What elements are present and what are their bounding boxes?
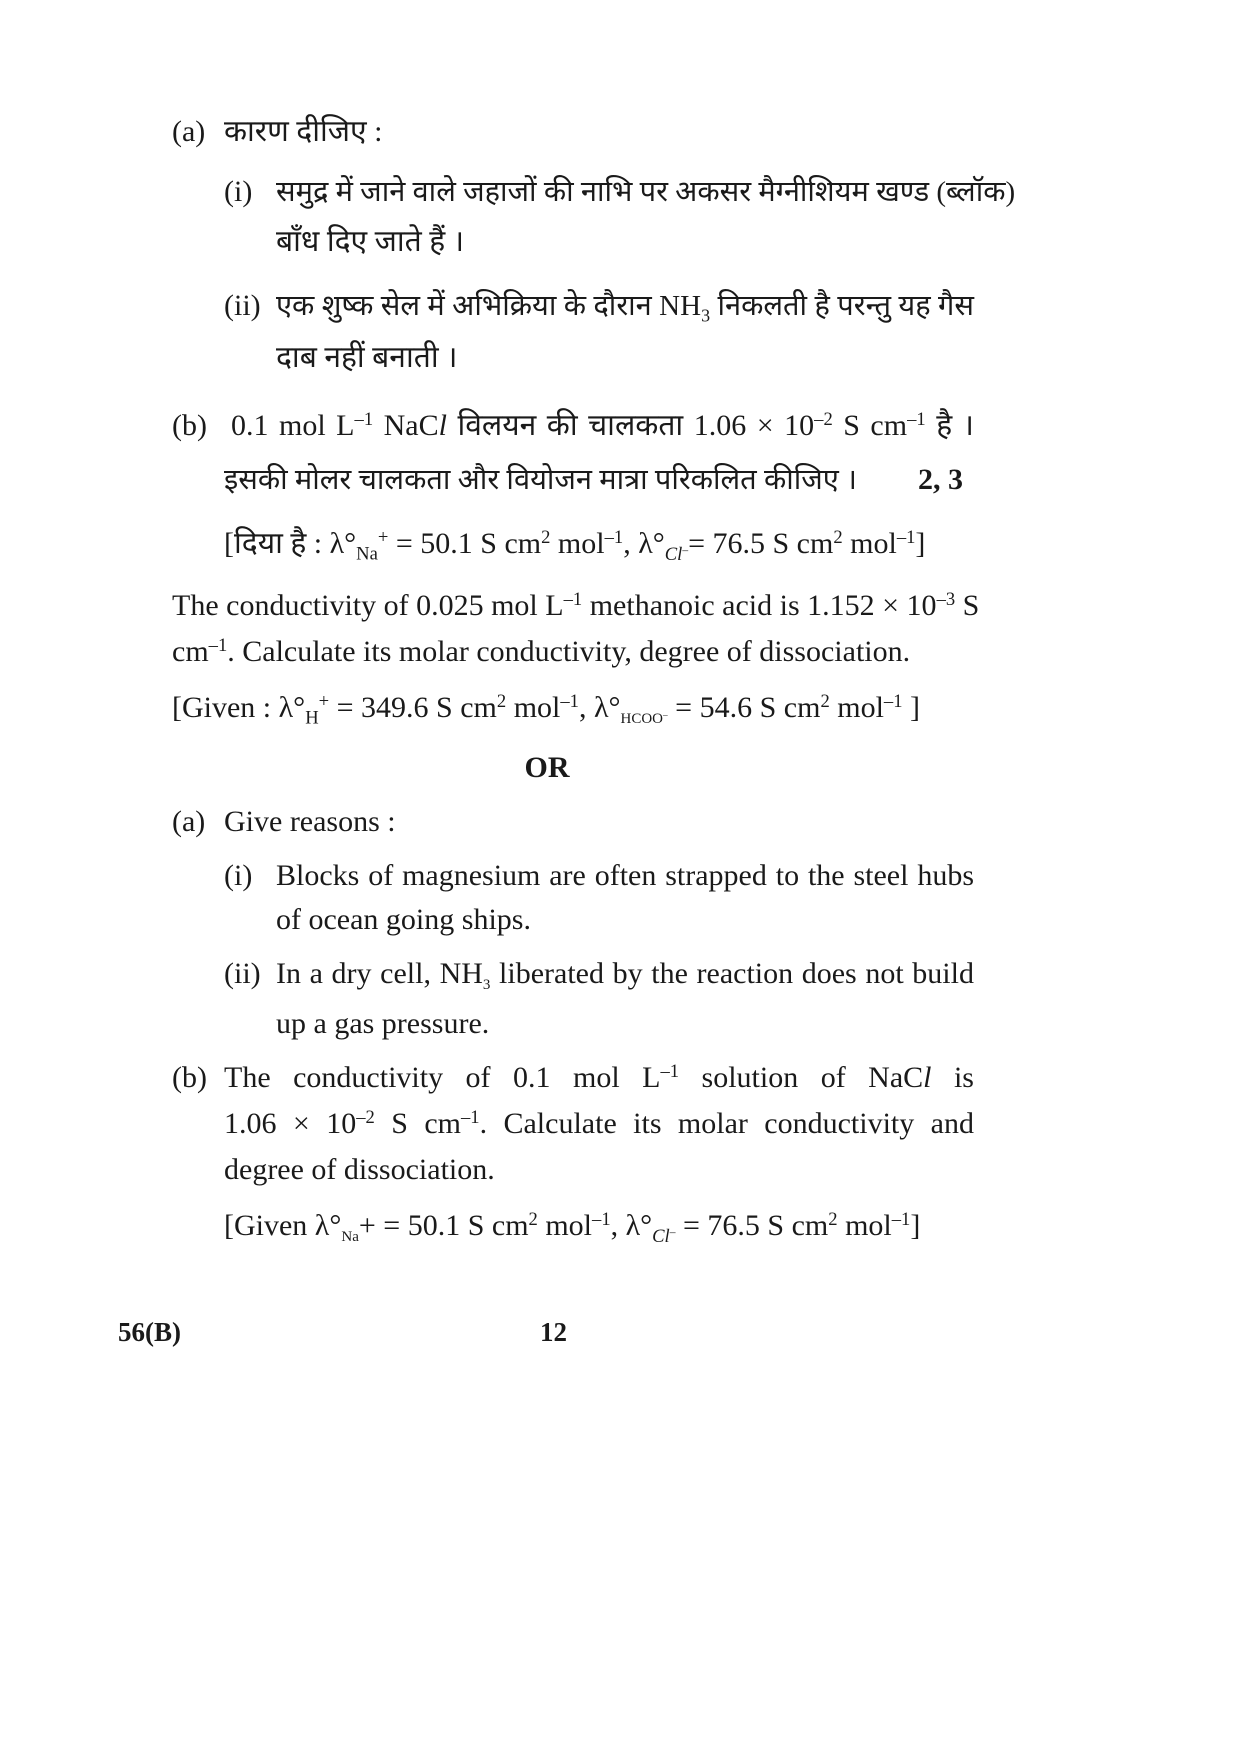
hindi-b-given — [224, 524, 925, 564]
english-b-label: (b) — [172, 1061, 207, 1094]
hindi-given-d: , λ° — [623, 527, 665, 560]
meth-l2-a: cm — [172, 635, 209, 668]
eng-given-e: = 76.5 S cm — [675, 1209, 829, 1242]
english-b-line1 — [224, 1058, 974, 1098]
eng-a-ii-sub: 3 — [482, 977, 491, 993]
meth-given-sup6: –1 — [883, 690, 903, 712]
hindi-a-label: (a) — [172, 115, 206, 148]
hindi-a-heading: कारण दीजिए : — [224, 115, 383, 148]
hindi-a-i-label: (i) — [224, 175, 253, 208]
eng-b-l1-b: solution of NaC — [679, 1061, 924, 1094]
hindi-b-label: (b) — [172, 409, 207, 442]
eng-given-sup1: + — [358, 1209, 376, 1242]
eng-given-g: ] — [910, 1209, 921, 1242]
hindi-b-l1-c: विलयन की चालकता 1.06 × 10 — [446, 409, 815, 442]
hindi-given-sub2-text: Cl — [664, 543, 683, 565]
hindi-a-ii-label: (ii) — [224, 289, 261, 322]
hindi-b-l1-d: S cm — [832, 409, 908, 442]
eng-given-sub2 — [652, 1226, 675, 1247]
eng-b-l2-sup1: –2 — [356, 1106, 375, 1128]
hindi-a-ii-pre: एक शुष्क सेल में अभिक्रिया के दौरान NH — [276, 290, 702, 322]
eng-b-l1-sup: –1 — [660, 1060, 680, 1082]
hindi-given-c: mol — [550, 527, 605, 560]
hindi-given-e: = 76.5 S cm — [688, 527, 834, 560]
hindi-given-sup5: 2 — [833, 526, 843, 548]
hindi-a-ii-sub: 3 — [701, 305, 711, 326]
meth-given-sub2-text: HCOO — [620, 711, 664, 727]
methanoic-given — [172, 688, 920, 728]
page-number: 12 — [540, 1317, 567, 1347]
meth-given-sup2: 2 — [496, 690, 507, 712]
hindi-a-ii-line1 — [276, 286, 974, 326]
hindi-given-g: ] — [915, 527, 926, 560]
meth-given-g: ] — [902, 691, 920, 724]
eng-given-sup3: –1 — [592, 1208, 611, 1230]
eng-b-l1-c: is — [931, 1061, 974, 1094]
eng-given-sup6: –1 — [891, 1208, 911, 1230]
meth-given-sup4: – — [663, 710, 668, 721]
hindi-b-l1-sup3: –1 — [907, 408, 926, 430]
eng-given-d: , λ° — [610, 1209, 653, 1242]
eng-given-a: [Given λ° — [224, 1209, 342, 1242]
english-a-ii-line1 — [276, 954, 974, 994]
hindi-b-l1-ital: l — [438, 409, 447, 442]
english-b-line3: degree of dissociation. — [224, 1153, 495, 1186]
meth-given-f: mol — [829, 691, 884, 724]
meth-given-sup5: 2 — [820, 690, 830, 712]
marks-label: 2, 3 — [918, 463, 963, 496]
hindi-b-l1-a: 0.1 mol L — [231, 409, 355, 442]
meth-given-e: = 54.6 S cm — [667, 691, 821, 724]
meth-l2-sup: –1 — [208, 634, 228, 656]
eng-given-b: = 50.1 S cm — [375, 1209, 529, 1242]
eng-given-sup5: 2 — [828, 1208, 838, 1230]
hindi-a-i-line1: समुद्र में जाने वाले जहाजों की नाभि पर अकसर मैग्नीशियम खण्ड (ब्लॉक) — [276, 176, 1016, 208]
meth-l1-a: The conductivity of 0.025 mol L — [172, 589, 564, 622]
english-a-i-label: (i) — [224, 859, 253, 892]
hindi-b-l1-sup2: –2 — [814, 408, 833, 430]
meth-given-a: [Given : λ° — [172, 691, 306, 724]
hindi-given-sup2: 2 — [541, 526, 551, 548]
english-a-i-line1: Blocks of magnesium are often strapped to the steel hubs — [276, 859, 974, 892]
hindi-given-sub1: Na — [356, 543, 378, 565]
english-a-i-line2: of ocean going ships. — [276, 903, 531, 936]
hindi-b-line2: इसकी मोलर चालकता और वियोजन मात्रा परिकलित कीजिए । — [224, 464, 858, 496]
eng-given-sup2: 2 — [528, 1208, 538, 1230]
hindi-b-l1-e: है । — [925, 409, 974, 442]
meth-l1-c: S — [955, 589, 980, 622]
hindi-b-line1 — [231, 406, 974, 446]
hindi-a-ii-post: निकलती है परन्तु यह गैस — [710, 290, 974, 322]
english-b-line2 — [224, 1104, 974, 1144]
meth-given-c: mol — [506, 691, 561, 724]
meth-given-sub1: H — [305, 707, 319, 729]
meth-given-sup1: + — [318, 690, 330, 712]
hindi-given-a: [दिया है : λ° — [224, 527, 357, 560]
meth-l1-sup2: –3 — [936, 588, 956, 610]
hindi-given-sup6: –1 — [896, 526, 916, 548]
hindi-given-sup3: –1 — [604, 526, 624, 548]
meth-given-sub2 — [621, 711, 668, 727]
eng-given-sub1: Na — [341, 1229, 359, 1245]
meth-l1-sup1: –1 — [563, 588, 583, 610]
methanoic-line2 — [172, 632, 910, 672]
meth-l2-b: . Calculate its molar conductivity, degree of dissociation. — [227, 635, 911, 668]
or-divider: OR — [524, 751, 570, 784]
hindi-given-f: mol — [842, 527, 897, 560]
meth-l1-b: methanoic acid is 1.152 × 10 — [582, 589, 937, 622]
eng-given-f: mol — [837, 1209, 892, 1242]
meth-given-d: , λ° — [578, 691, 621, 724]
eng-given-sub2-text: Cl — [652, 1225, 670, 1247]
eng-a-ii-pre: In a dry cell, NH — [276, 957, 483, 990]
hindi-a-ii-line2: दाब नहीं बनाती । — [276, 341, 458, 374]
english-b-given — [224, 1206, 920, 1246]
english-a-heading: Give reasons : — [224, 805, 396, 838]
methanoic-line1 — [172, 586, 980, 626]
hindi-b-l1-sup1: –1 — [354, 408, 374, 430]
english-a-label: (a) — [172, 805, 206, 838]
hindi-a-i-line2: बाँध दिए जाते हैं । — [276, 225, 465, 258]
hindi-b-l1-b: NaC — [373, 409, 439, 442]
hindi-given-sup1: + — [377, 526, 389, 548]
hindi-given-sup4: – — [682, 544, 689, 557]
hindi-given-b: = 50.1 S cm — [388, 527, 542, 560]
meth-given-b: = 349.6 S cm — [329, 691, 497, 724]
meth-given-sup3: –1 — [560, 690, 579, 712]
paper-code: 56(B) — [118, 1317, 181, 1347]
eng-b-l1-a: The conductivity of 0.1 mol L — [224, 1061, 661, 1094]
eng-given-sup4: – — [669, 1226, 676, 1239]
hindi-given-sub2 — [665, 544, 688, 565]
eng-b-l2-c: . Calculate its molar conductivity and — [479, 1107, 974, 1140]
eng-given-c: mol — [537, 1209, 593, 1242]
eng-b-l2-sup2: –1 — [460, 1106, 480, 1128]
eng-b-l2-b: S cm — [374, 1107, 461, 1140]
eng-a-ii-post: liberated by the reaction does not build — [490, 957, 974, 990]
english-a-ii-line2: up a gas pressure. — [276, 1007, 490, 1040]
english-a-ii-label: (ii) — [224, 957, 261, 990]
eng-b-l2-a: 1.06 × 10 — [224, 1107, 357, 1140]
eng-b-l1-ital: l — [923, 1061, 932, 1094]
